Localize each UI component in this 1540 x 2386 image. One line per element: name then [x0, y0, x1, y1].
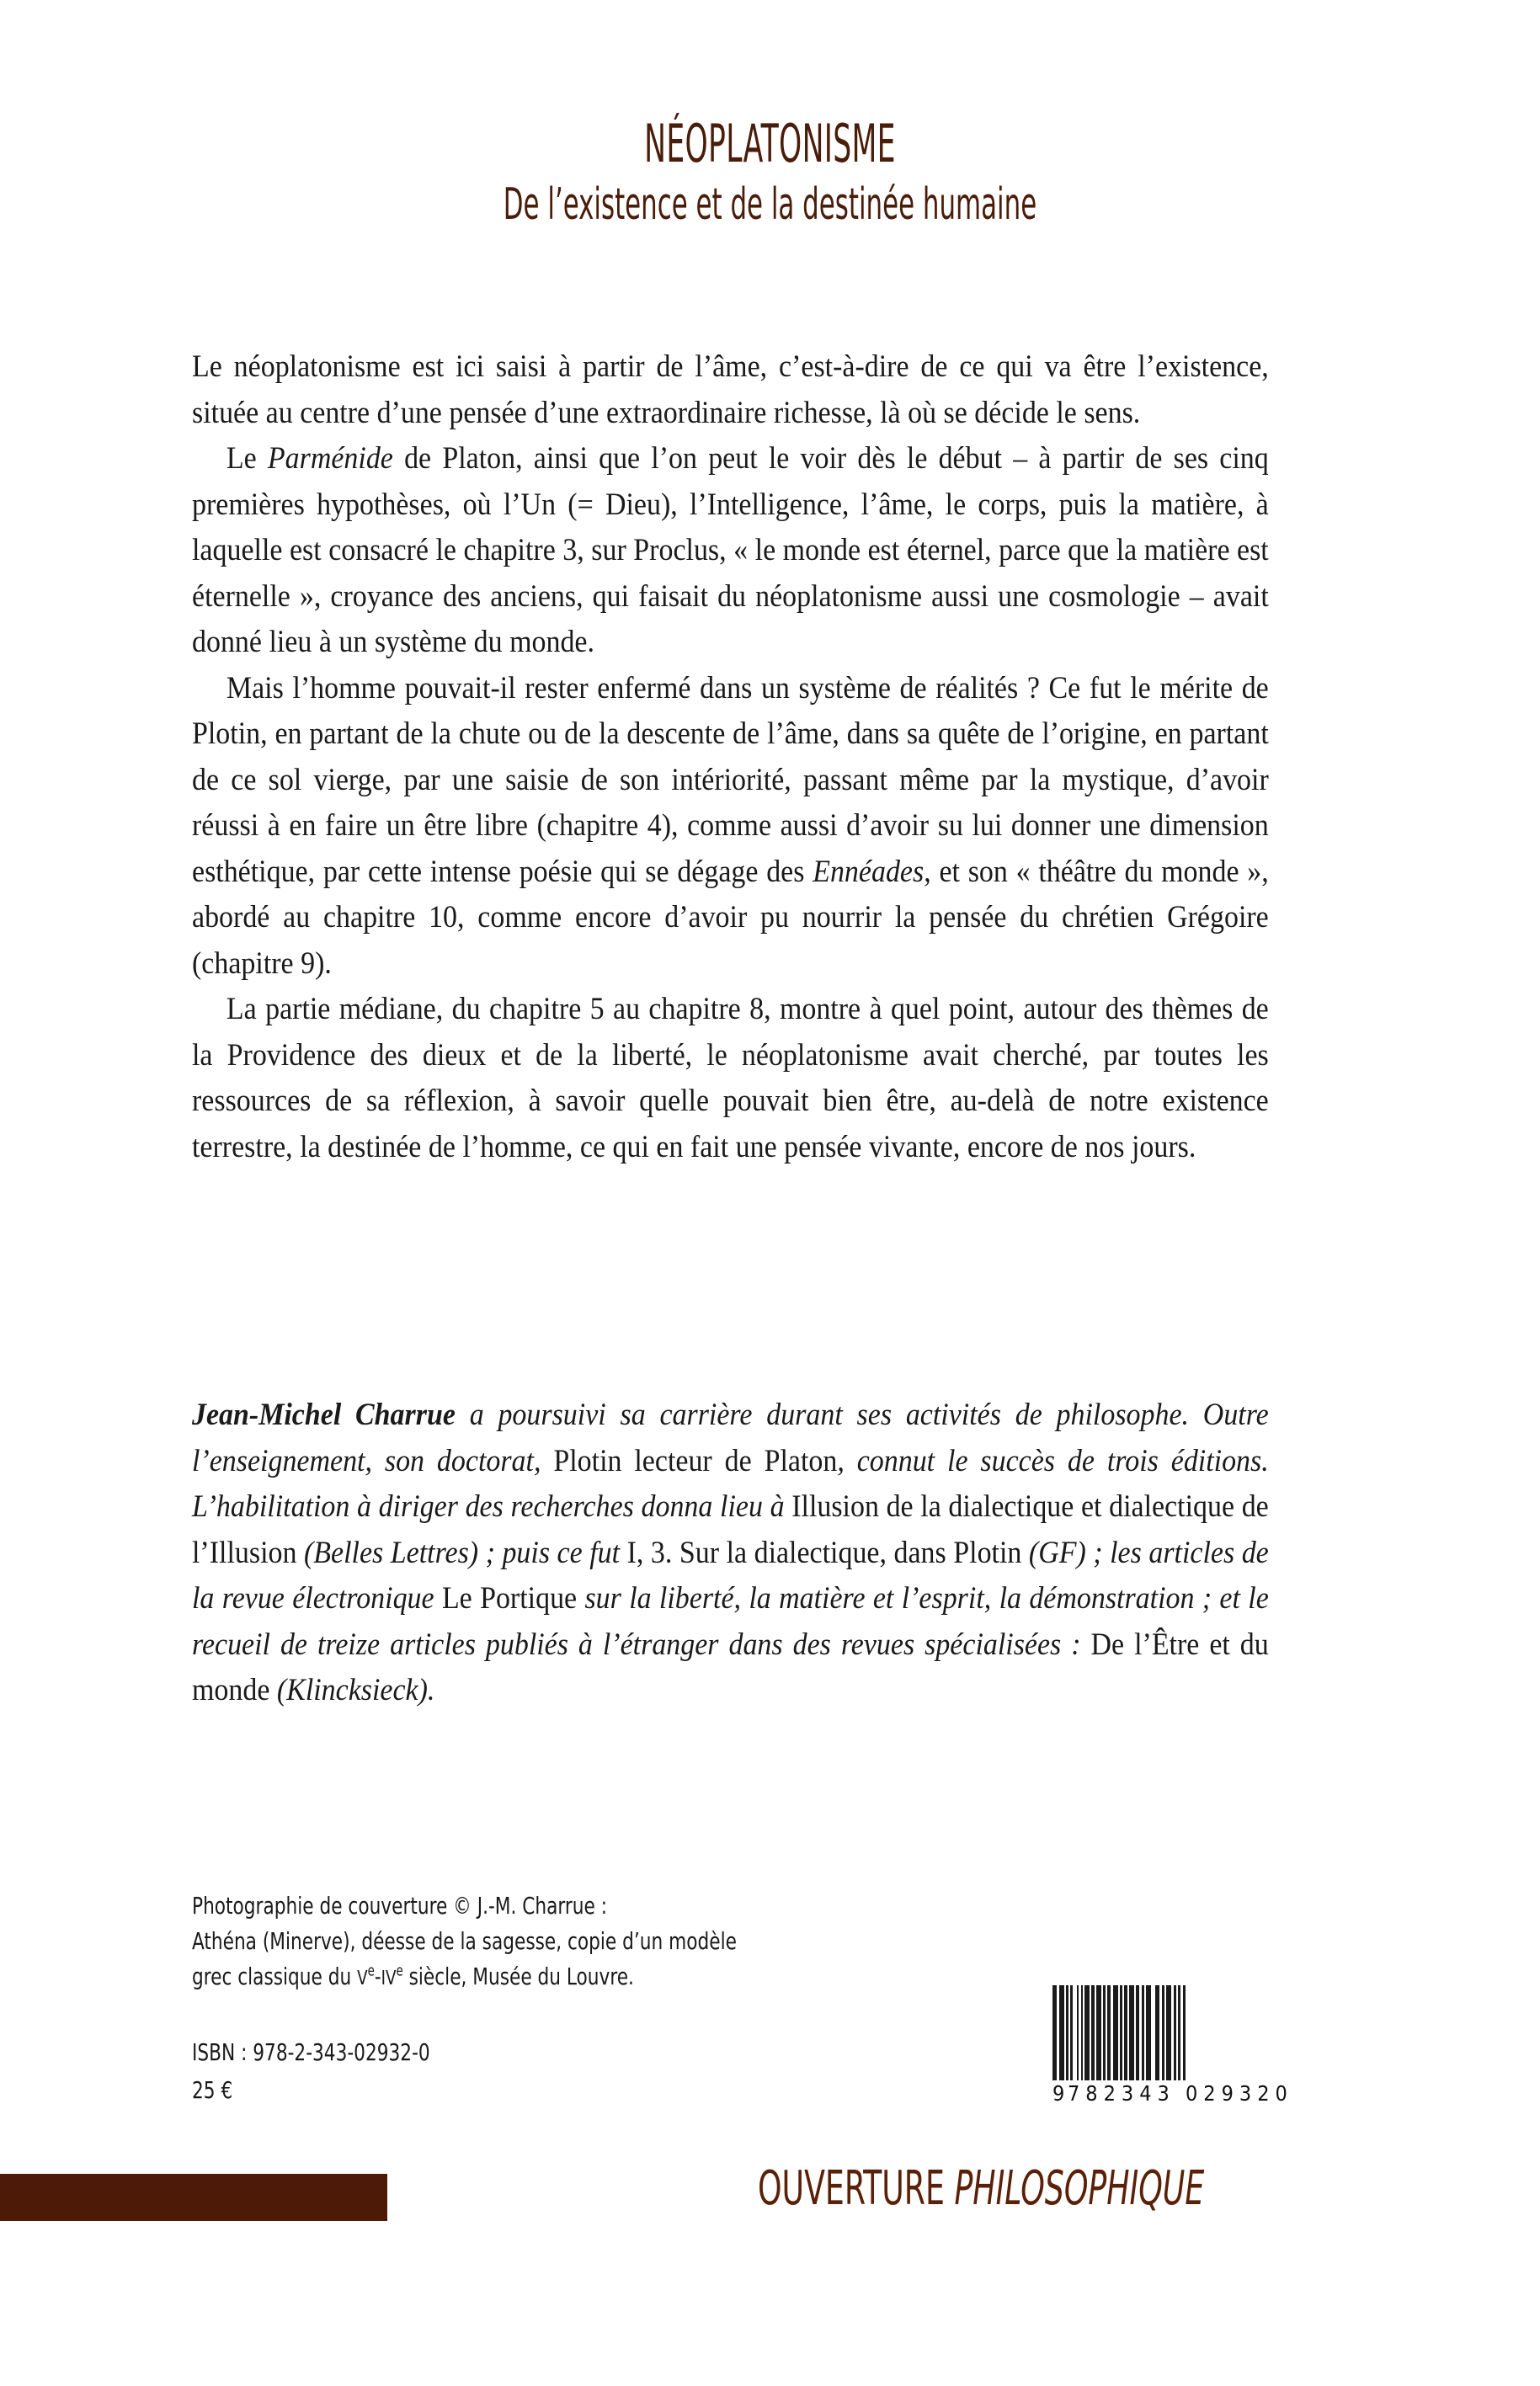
barcode-lead-digit: 9	[1052, 2081, 1066, 2106]
page-subtitle: De l’existence et de la destinée humaine	[503, 179, 1037, 230]
blurb-paragraph: Le Parménide de Platon, ainsi que l’on peut le voir dès le début – à partir de ses cinq premières hypothèses, où l’Un (= Dieu), l’Intelligence, l’âme, le corps, puis la matière, à laquelle est consacré le chapitre 3, sur Proclus, « le monde est éternel, parce que la matière est éternelle », croyance des anciens, qui faisait du néoplatonisme aussi une cosmologie – avait donné lieu à un système du monde.	[192, 440, 1269, 658]
brand-word-ouverture: OUVERTURE	[758, 2161, 955, 2216]
credits-suffix: siècle, Musée du Louvre.	[402, 1963, 634, 1990]
century-roman-v: V	[357, 1966, 368, 1989]
publisher-collection-name	[758, 2161, 1205, 2216]
isbn-number: ISBN : 978-2-343-02932-0	[192, 2038, 430, 2066]
blurb-paragraph: La partie médiane, du chapitre 5 au chapitre 8, montre à quel point, autour des thèmes de la Providence des dieux et de la liberté, le néoplatonisme avait cherché, par toutes les ressources de sa réflexion, à savoir quelle pouvait bien être, au-delà de notre existence terrestre, la destinée de l’homme, ce qui en fait une pensée vivante, encore de nos jours.	[192, 991, 1269, 1164]
credits-line-1: Photographie de couverture © J.-M. Charrue :	[192, 1892, 608, 1920]
century-dash: -	[374, 1963, 381, 1990]
credits-prefix: grec classique du	[192, 1963, 358, 1990]
barcode-digits	[1052, 2081, 1335, 2106]
brand-word-philosophique: PHILOSOPHIQUE	[954, 2161, 1205, 2216]
isbn-price-block	[192, 2033, 430, 2109]
century-ordinal-suffix: e	[367, 1963, 375, 1980]
page-title: NÉOPLATONISME	[644, 113, 896, 174]
footer-accent-bar	[0, 2174, 387, 2221]
barcode-right-group: 029320	[1186, 2081, 1293, 2106]
barcode-bars	[1052, 1985, 1335, 2080]
author-biography: Jean-Michel Charrue a poursuivi sa carrière durant ses activités de philosophe. Outre l’enseignement, son doctorat, Plotin lecteur de Platon, connut le succès de trois éditions. L’habilitation à diriger des recherches donna lieu à Illusion de la dialectique et dialectique de l’Illusion (Belles Lettres) ; puis ce fut I, 3. Sur la dialectique, dans Plotin (GF) ; les articles de la revue électronique Le Portique sur la liberté, la matière et l’esprit, la démonstration ; et le recueil de treize articles publiés à l’étranger dans des revues spécialisées : De l’Être et du monde (Klincksieck).	[192, 1397, 1269, 1707]
ean13-barcode	[1052, 1985, 1335, 2106]
century-roman-iv: IV	[381, 1966, 397, 1989]
credits-line-3	[192, 1959, 887, 1995]
cover-title-block	[0, 113, 1540, 230]
cover-photo-credits	[192, 1888, 887, 1995]
blurb-paragraph: Mais l’homme pouvait-il rester enfermé dans un système de réalités ? Ce fut le mérite de Plotin, en partant de la chute ou de la descente de l’âme, dans sa quête de l’origine, en partant de ce sol vierge, par une saisie de son intériorité, passant même par la mystique, d’avoir réussi à en faire un être libre (chapitre 4), comme aussi d’avoir su lui donner une dimension esthétique, par cette intense poésie qui se dégage des Ennéades, et son « théâtre du monde », abordé au chapitre 10, comme encore d’avoir pu nourrir la pensée du chrétien Grégoire (chapitre 9).	[192, 669, 1269, 980]
century-ordinal-suffix: e	[396, 1963, 403, 1980]
price-label: 25 €	[192, 2076, 233, 2104]
barcode-bar	[1183, 1985, 1186, 2080]
blurb-paragraph: Le néoplatonisme est ici saisi à partir de l’âme, c’est-à-dire de ce qui va être l’existence, située au centre d’une pensée d’une extraordinaire richesse, là où se décide le sens.	[192, 349, 1269, 429]
book-blurb	[192, 344, 1269, 1169]
barcode-left-group: 782343	[1068, 2081, 1175, 2106]
credits-line-2: Athéna (Minerve), déesse de la sagesse, copie d’un modèle	[192, 1927, 737, 1955]
